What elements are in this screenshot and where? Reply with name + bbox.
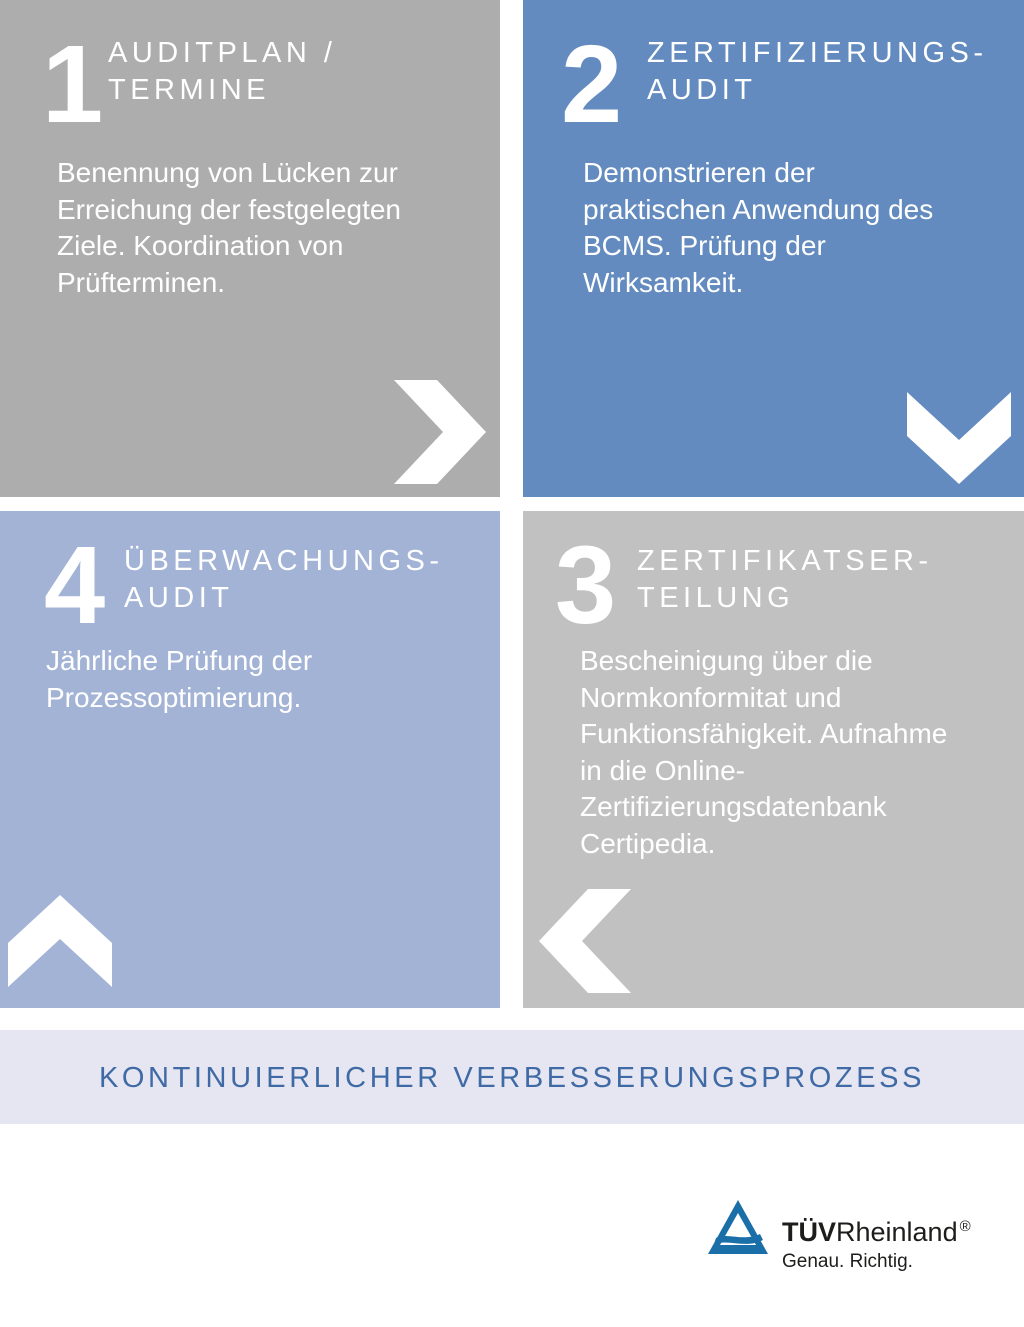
- step-description-line: Erreichung der festgelegten: [57, 193, 401, 225]
- step-1-panel: [0, 0, 500, 497]
- step-title-line: ZERTIFIZIERUNGS-: [647, 37, 988, 69]
- step-description-line: Bescheinigung über die: [580, 645, 873, 676]
- step-title-line: TERMINE: [108, 74, 270, 106]
- brand-tagline: Genau. Richtig.: [782, 1251, 913, 1272]
- step-description-line: Wirksamkeit.: [583, 266, 744, 298]
- step-title-line: TEILUNG: [637, 582, 795, 614]
- tuv-triangle-icon: [706, 1198, 770, 1256]
- step-title-line: AUDIT: [647, 74, 757, 106]
- step-title: [637, 543, 933, 617]
- tuv-rheinland-logo: [706, 1196, 1016, 1286]
- registered-mark: ®: [959, 1218, 971, 1235]
- step-number: 1: [42, 23, 104, 146]
- step-description-line: in die Online-: [580, 754, 745, 786]
- step-description-line: BCMS. Prüfung der: [583, 230, 826, 261]
- chevron-down-icon: [905, 390, 1013, 486]
- step-description-line: Zertifizierungsdatenbank: [580, 791, 887, 822]
- step-description: [57, 155, 401, 301]
- step-description-line: Prozessoptimierung.: [46, 681, 302, 713]
- step-title: [108, 35, 336, 109]
- step-number: 4: [44, 524, 106, 647]
- chevron-right-icon: [390, 378, 488, 486]
- chevron-left-icon: [537, 887, 635, 995]
- step-title: [647, 35, 988, 109]
- step-description-line: praktischen Anwendung des: [583, 193, 934, 225]
- step-title: [124, 543, 444, 617]
- step-description-line: Funktionsfähigkeit. Aufnahme: [580, 718, 948, 749]
- brand-name-bold: TÜV: [782, 1217, 836, 1247]
- brand-name-regular: Rheinland: [836, 1217, 958, 1247]
- step-number: 3: [555, 524, 617, 647]
- continuous-improvement-band: [0, 1030, 1024, 1124]
- step-description: [583, 155, 933, 301]
- step-4-panel: [0, 511, 500, 1008]
- chevron-up-icon: [6, 893, 114, 989]
- step-title-line: ZERTIFIKATSER-: [637, 545, 933, 577]
- step-title-line: ÜBERWACHUNGS-: [124, 545, 444, 577]
- step-description-line: Ziele. Koordination von: [57, 230, 344, 261]
- step-description: [46, 643, 312, 716]
- step-description-line: Prüfterminen.: [57, 266, 226, 298]
- step-3-panel: [523, 511, 1024, 1008]
- step-description: [580, 643, 947, 862]
- step-description-line: Normkonformitat und: [580, 681, 842, 713]
- continuous-improvement-label: KONTINUIERLICHER VERBESSERUNGSPROZESS: [98, 1062, 926, 1094]
- brand-name: [782, 1212, 971, 1247]
- step-description-line: Demonstrieren der: [583, 157, 815, 188]
- step-2-panel: [523, 0, 1024, 497]
- step-description-line: Jährliche Prüfung der: [46, 645, 313, 676]
- step-description-line: Benennung von Lücken zur: [57, 157, 398, 188]
- step-title-line: AUDIT: [124, 582, 234, 614]
- step-description-line: Certipedia.: [580, 827, 716, 859]
- step-number: 2: [561, 23, 623, 146]
- step-title-line: AUDITPLAN /: [108, 37, 337, 69]
